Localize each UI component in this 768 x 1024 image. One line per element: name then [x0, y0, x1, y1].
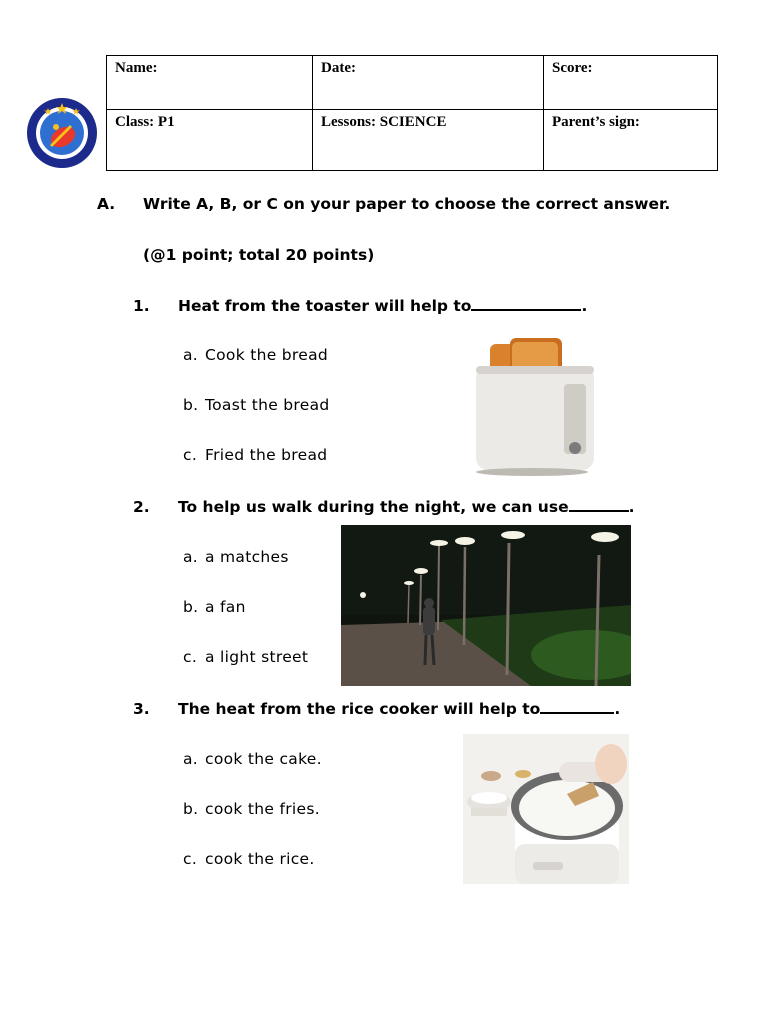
score-field[interactable]: Score: [544, 56, 718, 110]
name-field[interactable]: Name: [107, 56, 313, 110]
option-3c[interactable]: c. cook the rice. [183, 850, 315, 868]
rice-cooker-image [463, 734, 629, 884]
answer-blank[interactable] [471, 297, 581, 311]
date-field[interactable]: Date: [313, 56, 544, 110]
street-light-image [341, 525, 631, 686]
option-2a[interactable]: a. a matches [183, 548, 289, 566]
option-1c[interactable]: c. Fried the bread [183, 446, 328, 464]
class-field: Class: P1 [107, 110, 313, 171]
option-2b[interactable]: b. a fan [183, 598, 246, 616]
option-3a[interactable]: a. cook the cake. [183, 750, 322, 768]
header-table [106, 55, 718, 171]
question-text: To help us walk during the night, we can use [178, 498, 569, 516]
option-1a[interactable]: a. Cook the bread [183, 346, 329, 364]
question-3: 3. The heat from the rice cooker will help to . [133, 700, 621, 718]
answer-blank[interactable] [569, 498, 629, 512]
toaster-image [462, 330, 604, 478]
question-2: 2. To help us walk during the night, we can use . [133, 498, 635, 516]
question-number: 2. [133, 498, 150, 516]
question-number: 3. [133, 700, 150, 718]
option-2c[interactable]: c. a light street [183, 648, 309, 666]
section-letter: A. [97, 195, 116, 213]
parent-sign-field[interactable]: Parent’s sign: [544, 110, 718, 171]
lessons-field: Lessons: SCIENCE [313, 110, 544, 171]
school-logo [26, 97, 98, 169]
section-instruction: Write A, B, or C on your paper to choose the correct answer. [143, 195, 671, 213]
question-text: The heat from the rice cooker will help to [178, 700, 541, 718]
option-1b[interactable]: b. Toast the bread [183, 396, 330, 414]
question-text: Heat from the toaster will help to [178, 297, 472, 315]
question-1: 1. Heat from the toaster will help to . [133, 297, 588, 315]
section-points: (@1 point; total 20 points) [143, 246, 375, 264]
option-3b[interactable]: b. cook the fries. [183, 800, 320, 818]
answer-blank[interactable] [540, 700, 614, 714]
question-number: 1. [133, 297, 150, 315]
